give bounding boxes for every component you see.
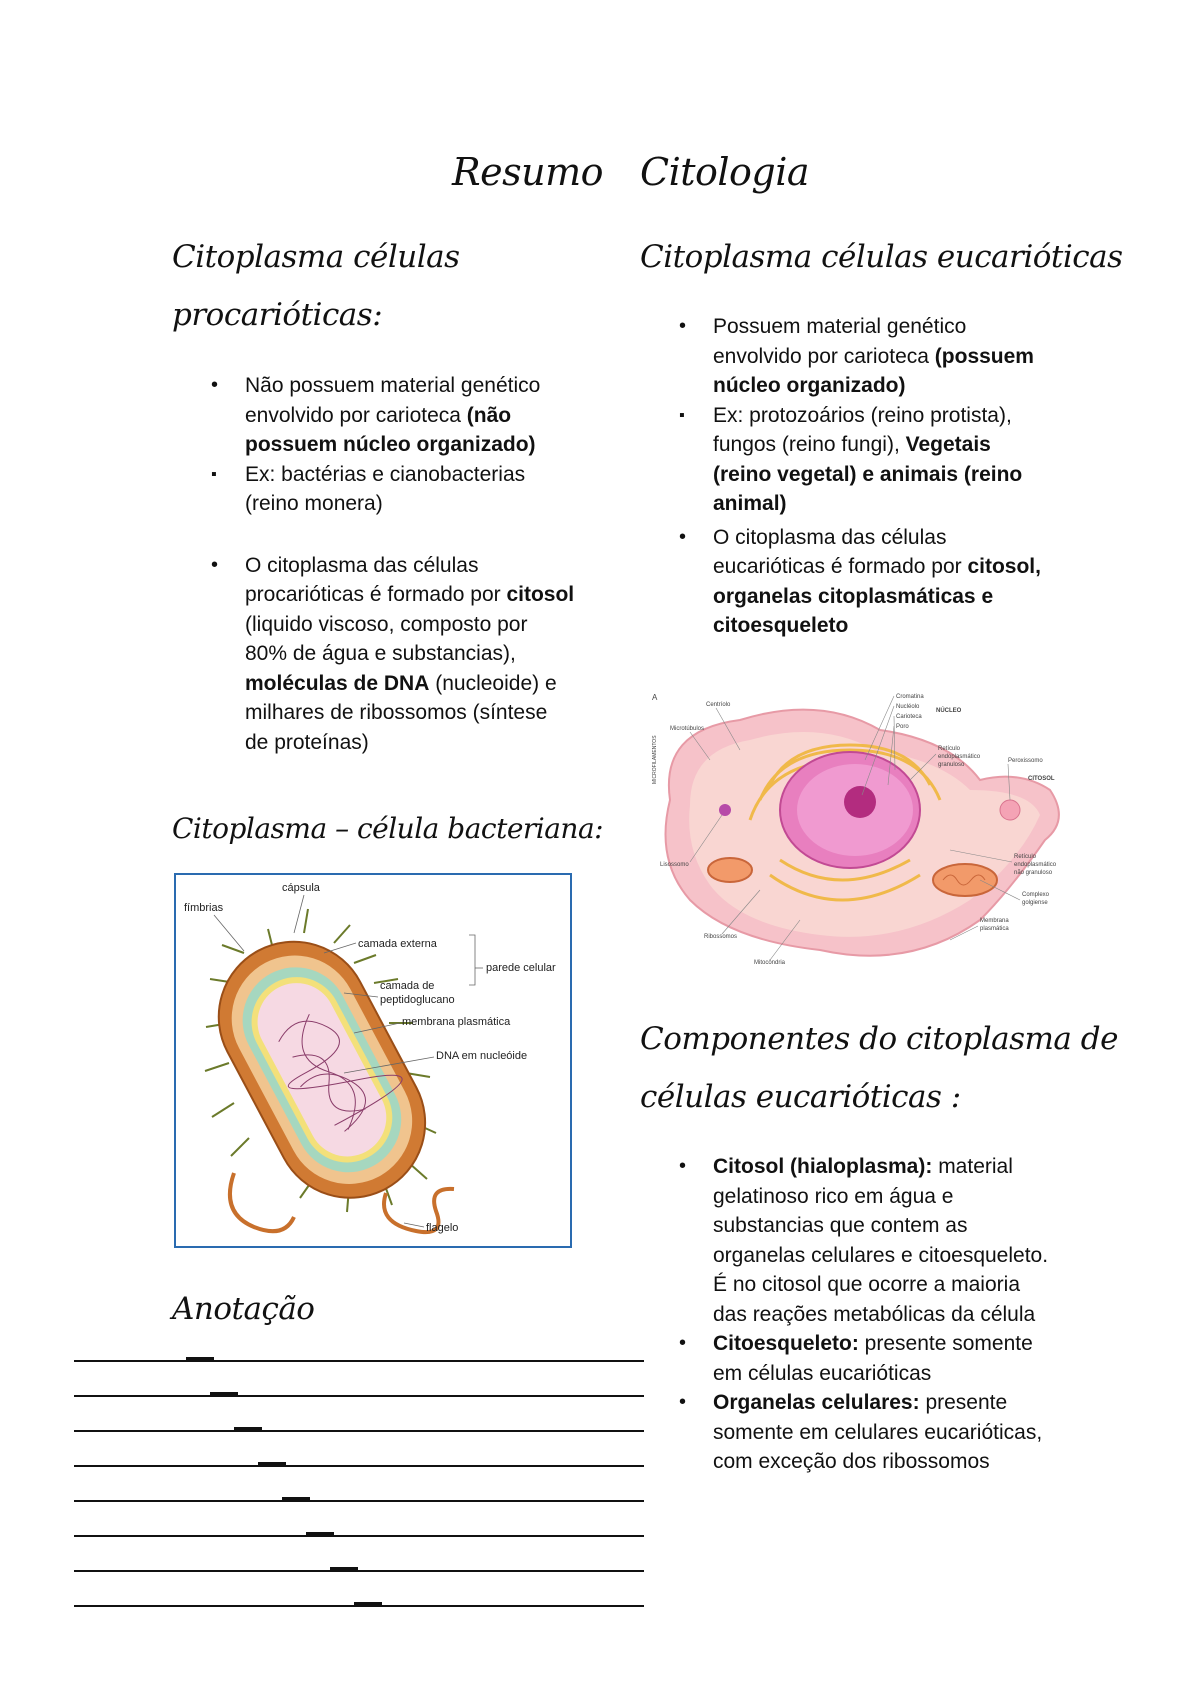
heading-componentes xyxy=(640,1010,1118,1126)
label-membrana: membrana plasmática xyxy=(402,1016,511,1028)
label-centriolo: Centríolo xyxy=(706,702,731,708)
label-ree-2: endoplasmático xyxy=(1014,862,1057,868)
label-dna: DNA em nucleóide xyxy=(436,1050,528,1062)
label-membrana-2: plasmática xyxy=(980,926,1009,932)
label-capsula: cápsula xyxy=(282,882,320,894)
label-camada-de: camada de xyxy=(380,980,435,992)
annotation-line[interactable] xyxy=(74,1360,644,1362)
label-peroxissomo: Peroxissomo xyxy=(1008,758,1043,764)
label-rer-2: endoplasmático xyxy=(938,754,981,760)
list-item: • O citoplasma das células eucarióticas é formado por citosol, organelas citoplasmáticas e citoesqueleto xyxy=(713,523,1053,641)
heading-eucarioticas: Citoplasma células eucarióticas xyxy=(640,239,1123,275)
label-mitocondria: Mitocôndria xyxy=(754,960,786,966)
heading-procarioticas-line1: Citoplasma células xyxy=(172,239,460,275)
label-microfilamentos: MICROFILAMENTOS xyxy=(652,735,658,784)
label-carioteca: Carioteca xyxy=(896,714,922,720)
label-flagelo: flagelo xyxy=(426,1222,459,1234)
label-nucleolo: Nucléolo xyxy=(896,704,920,710)
mitochondrion xyxy=(933,864,997,896)
annotation-line[interactable] xyxy=(74,1395,644,1397)
label-lisossomo: Lisossomo xyxy=(660,862,689,868)
label-peptidoglucano: peptidoglucano xyxy=(380,994,455,1006)
procarioticas-list xyxy=(245,371,575,757)
heading-anotacao: Anotação xyxy=(172,1291,315,1327)
page-title-resumo: Resumo xyxy=(452,150,603,194)
label-golgi-2: golgiense xyxy=(1022,900,1048,906)
label-ree-1: Retículo xyxy=(1014,854,1037,860)
label-parede-celular: parede celular xyxy=(486,962,556,974)
list-item: • Possuem material genético envolvido por carioteca (possuem núcleo organizado) xyxy=(713,312,1053,401)
annotation-line[interactable] xyxy=(74,1570,644,1572)
lysosome xyxy=(719,804,731,816)
heading-procarioticas xyxy=(172,228,460,344)
annotation-line[interactable] xyxy=(74,1535,644,1537)
list-item: • Citoesqueleto: presente somente em células eucarióticas xyxy=(713,1329,1053,1388)
label-nucleo: NÚCLEO xyxy=(936,708,962,714)
label-rer-3: granuloso xyxy=(938,762,965,768)
nucleolus xyxy=(844,786,876,818)
heading-celula-bacteriana: Citoplasma – célula bacteriana: xyxy=(172,812,604,845)
list-item: • Citosol (hialoplasma): material gelatinoso rico em água e substancias que contem as organelas celulares e citoesqueleto. É no citosol que ocorre a maioria das reações metabólicas da célula xyxy=(713,1152,1053,1329)
peroxisome xyxy=(1000,800,1020,820)
page-title-citologia: Citologia xyxy=(640,150,810,194)
label-camada-externa: camada externa xyxy=(358,938,437,950)
list-item: ▪ Ex: bactérias e cianobacterias (reino monera) xyxy=(245,460,575,519)
bacteria-diagram xyxy=(174,873,572,1248)
eucarioticas-list xyxy=(713,312,1053,641)
annotation-line[interactable] xyxy=(74,1430,644,1432)
label-a: A xyxy=(652,693,658,702)
label-cromatina: Cromatina xyxy=(896,694,924,700)
annotation-line[interactable] xyxy=(74,1500,644,1502)
heading-componentes-line2: células eucarióticas : xyxy=(640,1079,961,1115)
label-membrana-1: Membrana xyxy=(980,918,1009,924)
list-item: • Não possuem material genético envolvido por carioteca (não possuem núcleo organizado) xyxy=(245,371,575,460)
list-item: • O citoplasma das células procarióticas é formado por citosol (liquido viscoso, composto por 80% de água e substancias), moléculas de DNA (nucleoide) e milhares de ribossomos (síntese de proteínas) xyxy=(245,551,575,758)
heading-componentes-line1: Componentes do citoplasma de xyxy=(640,1021,1118,1057)
annotation-line[interactable] xyxy=(74,1465,644,1467)
label-fimbrias: fímbrias xyxy=(184,902,224,914)
label-citosol: CITOSOL xyxy=(1028,776,1055,782)
eukaryotic-cell-diagram xyxy=(650,690,1070,975)
componentes-list xyxy=(713,1152,1053,1477)
list-item: • Organelas celulares: presente somente em celulares eucarióticas, com exceção dos ribossomos xyxy=(713,1388,1053,1477)
label-rer-1: Retículo xyxy=(938,746,961,752)
annotation-line[interactable] xyxy=(74,1605,644,1607)
label-poro: Poro xyxy=(896,724,909,730)
label-ribossomos: Ribossomos xyxy=(704,934,738,940)
label-microtubulos: Microtúbulos xyxy=(670,726,705,732)
label-golgi-1: Complexo xyxy=(1022,892,1050,898)
label-ree-3: não granuloso xyxy=(1014,870,1053,876)
list-item: ▪ Ex: protozoários (reino protista), fungos (reino fungi), Vegetais (reino vegetal) e animais (reino animal) xyxy=(713,401,1053,519)
heading-procarioticas-line2: procarióticas: xyxy=(172,297,383,333)
